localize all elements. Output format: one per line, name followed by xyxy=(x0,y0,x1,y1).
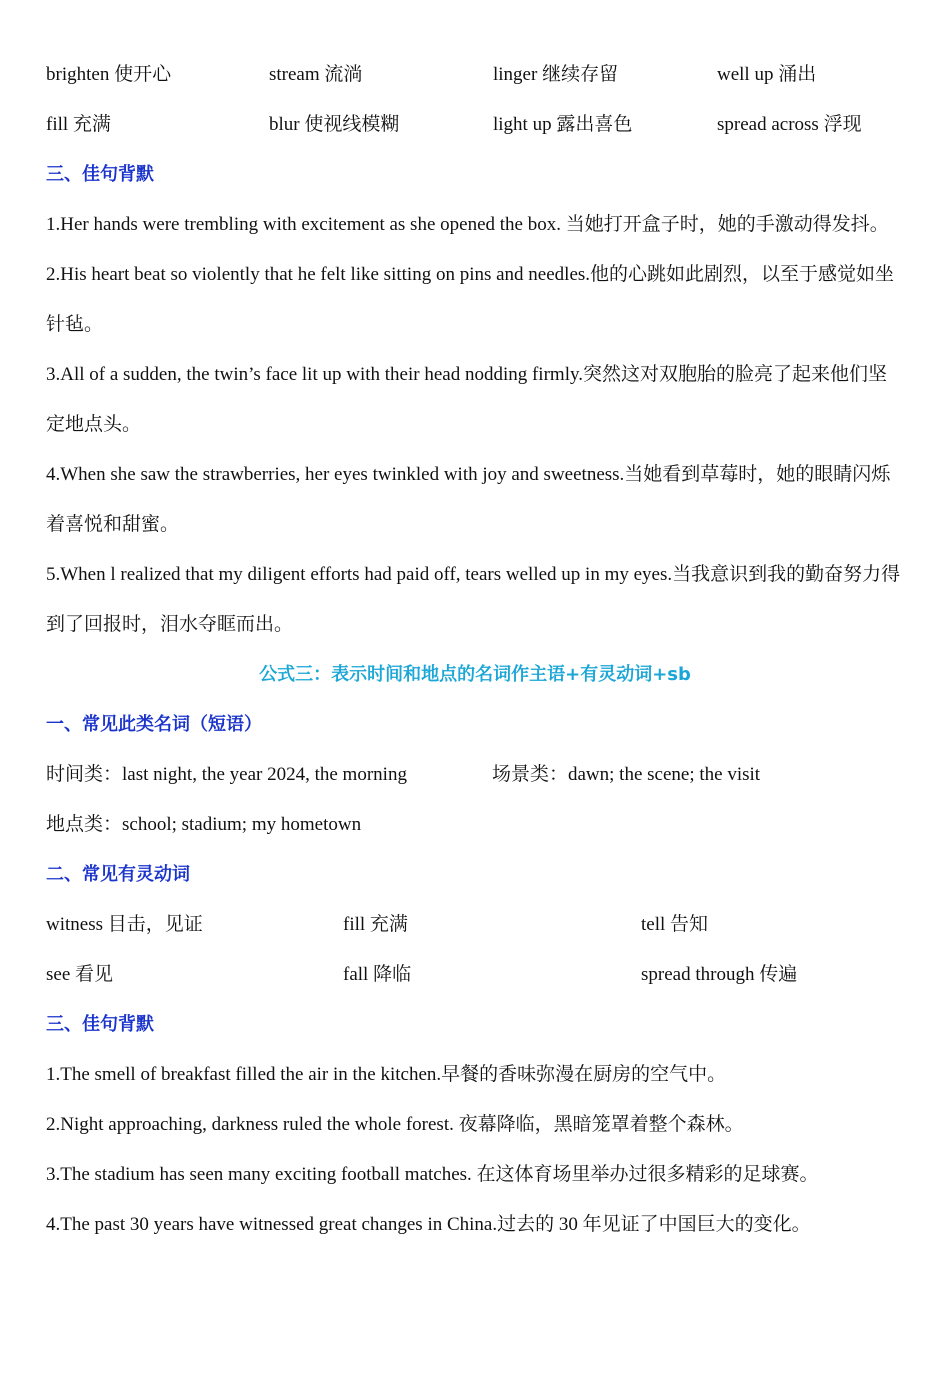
sentence-item: 3.The stadium has seen many exciting football matches. 在这体育场里举办过很多精彩的足球赛。 xyxy=(46,1164,819,1185)
noun-category-row xyxy=(46,750,904,800)
verb-item: spread through 传遍 xyxy=(641,964,798,985)
sentence-item: 2.Night approaching, darkness ruled the whole forest. 夜幕降临，黑暗笼罩着整个森林。 xyxy=(46,1114,744,1135)
verb-row-1 xyxy=(46,900,904,950)
sentence-item: 2.His heart beat so violently that he felt like sitting on pins and needles.他的心跳如此剧烈，以至于感觉如坐针毡。 xyxy=(46,264,895,335)
sentence-item: 4.The past 30 years have witnessed great changes in China.过去的 30 年见证了中国巨大的变化。 xyxy=(46,1214,811,1235)
scene-category: 场景类：dawn; the scene; the visit xyxy=(492,764,761,785)
sentence-item: 5.When l realized that my diligent efforts had paid off, tears welled up in my eyes.当我意识到我的勤奋努力得到了回报时，泪水夺眶而出。 xyxy=(46,564,901,635)
sentence-item: 3.All of a sudden, the twin’s face lit up with their head nodding firmly.突然这对双胞胎的脸亮了起来他们坚定地点头。 xyxy=(46,364,887,435)
formula-title: 公式三：表示时间和地点的名词作主语+有灵动词+sb xyxy=(259,664,691,685)
time-category: 时间类：last night, the year 2024, the morning xyxy=(46,764,407,785)
vocab-row-2 xyxy=(46,100,904,150)
section-heading-sentences-2: 三、佳句背默 xyxy=(46,1014,154,1035)
sentence-item: 1.Her hands were trembling with excitement as she opened the box. 当她打开盒子时，她的手激动得发抖。 xyxy=(46,214,889,235)
verb-item: tell 告知 xyxy=(641,914,709,935)
verb-item: fill 充满 xyxy=(343,914,408,935)
sentence-item: 4.When she saw the strawberries, her eyes twinkled with joy and sweetness.当她看到草莓时，她的眼睛闪烁着喜悦和甜蜜。 xyxy=(46,464,891,535)
section-heading-nouns: 一、常见此类名词（短语） xyxy=(46,714,262,735)
section-heading-sentences-1: 三、佳句背默 xyxy=(46,164,154,185)
verb-item: fall 降临 xyxy=(343,964,412,985)
vocab-item: brighten 使开心 xyxy=(46,64,172,85)
place-category: 地点类：school; stadium; my hometown xyxy=(46,814,362,835)
section-heading-verbs: 二、常见有灵动词 xyxy=(46,864,190,885)
vocab-item: stream 流淌 xyxy=(269,64,363,85)
sentence-item: 1.The smell of breakfast filled the air in the kitchen.早餐的香味弥漫在厨房的空气中。 xyxy=(46,1064,727,1085)
vocab-item: spread across 浮现 xyxy=(717,114,862,135)
verb-item: witness 目击，见证 xyxy=(46,914,203,935)
document-page xyxy=(0,50,950,1394)
vocab-item: well up 涌出 xyxy=(717,64,817,85)
verb-row-2 xyxy=(46,950,904,1000)
vocab-item: blur 使视线模糊 xyxy=(269,114,400,135)
vocab-item: light up 露出喜色 xyxy=(493,114,633,135)
vocab-item: fill 充满 xyxy=(46,114,111,135)
verb-item: see 看见 xyxy=(46,964,114,985)
vocab-row-1 xyxy=(46,50,904,100)
vocab-item: linger 继续存留 xyxy=(493,64,619,85)
